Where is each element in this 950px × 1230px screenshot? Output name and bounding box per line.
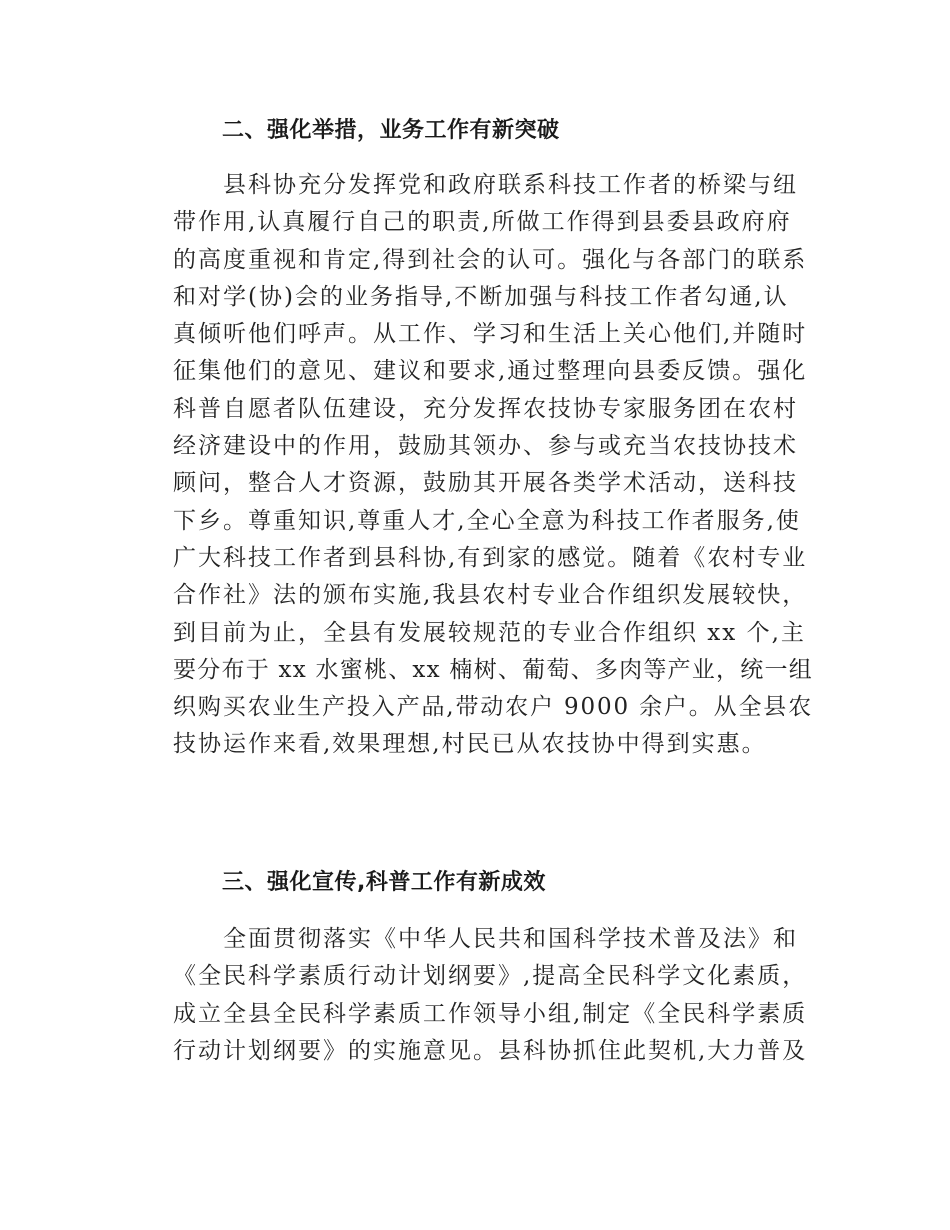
- paragraph-line: 带作用,认真履行自己的职责,所做工作得到县委县政府府: [173, 209, 792, 236]
- paragraph-line: 真倾听他们呼声。从工作、学习和生活上关心他们,并随时: [173, 321, 808, 348]
- paragraph-line: 到目前为止，全县有发展较规范的专业合作组织 xx 个,主: [173, 619, 806, 646]
- paragraph-line: 征集他们的意见、建议和要求,通过整理向县委反馈。强化: [173, 358, 808, 385]
- section-3-heading: 三、强化宣传,科普工作有新成效: [222, 870, 546, 895]
- paragraph-line: 全面贯彻落实《中华人民共和国科学技术普及法》和: [223, 926, 798, 952]
- paragraph-line: 行动计划纲要》的实施意见。县科协抓住此契机,大力普及: [173, 1037, 808, 1064]
- paragraph-line: 合作社》法的颁布实施,我县农村专业合作组织发展较快，: [173, 582, 808, 609]
- section-2-heading: 二、强化举措，业务工作有新突破: [222, 118, 560, 143]
- paragraph-line: 的高度重视和肯定,得到社会的认可。强化与各部门的联系: [173, 246, 808, 273]
- paragraph-line: 和对学(协)会的业务指导,不断加强与科技工作者勾通,认: [173, 283, 789, 310]
- paragraph-line: 科普自愿者队伍建设，充分发挥农技协专家服务团在农村: [173, 395, 798, 422]
- paragraph-line: 要分布于 xx 水蜜桃、xx 楠树、葡萄、多肉等产业，统一组: [173, 656, 813, 683]
- paragraph-line: 下乡。尊重知识,尊重人才,全心全意为科技工作者服务,使: [173, 507, 801, 534]
- section-3-paragraph: [173, 921, 813, 1070]
- paragraph-line: 顾问，整合人才资源，鼓励其开展各类学术活动，送科技: [173, 470, 798, 497]
- paragraph-line: 经济建设中的作用，鼓励其领办、参与或充当农技协技术: [173, 433, 798, 460]
- paragraph-line: 技协运作来看,效果理想,村民已从农技协中得到实惠。: [173, 731, 767, 758]
- paragraph-line: 广大科技工作者到县科协,有到家的感觉。随着《农村专业: [173, 544, 808, 571]
- paragraph-line: 县科协充分发挥党和政府联系科技工作者的桥梁与纽: [223, 172, 798, 198]
- paragraph-line: 织购买农业生产投入产品,带动农户 9000 余户。从全县农: [173, 694, 813, 721]
- paragraph-line: 成立全县全民科学素质工作领导小组,制定《全民科学素质: [173, 1000, 808, 1027]
- paragraph-line: 《全民科学素质行动计划纲要》,提高全民科学文化素质，: [173, 963, 808, 990]
- section-2-paragraph: [173, 167, 813, 764]
